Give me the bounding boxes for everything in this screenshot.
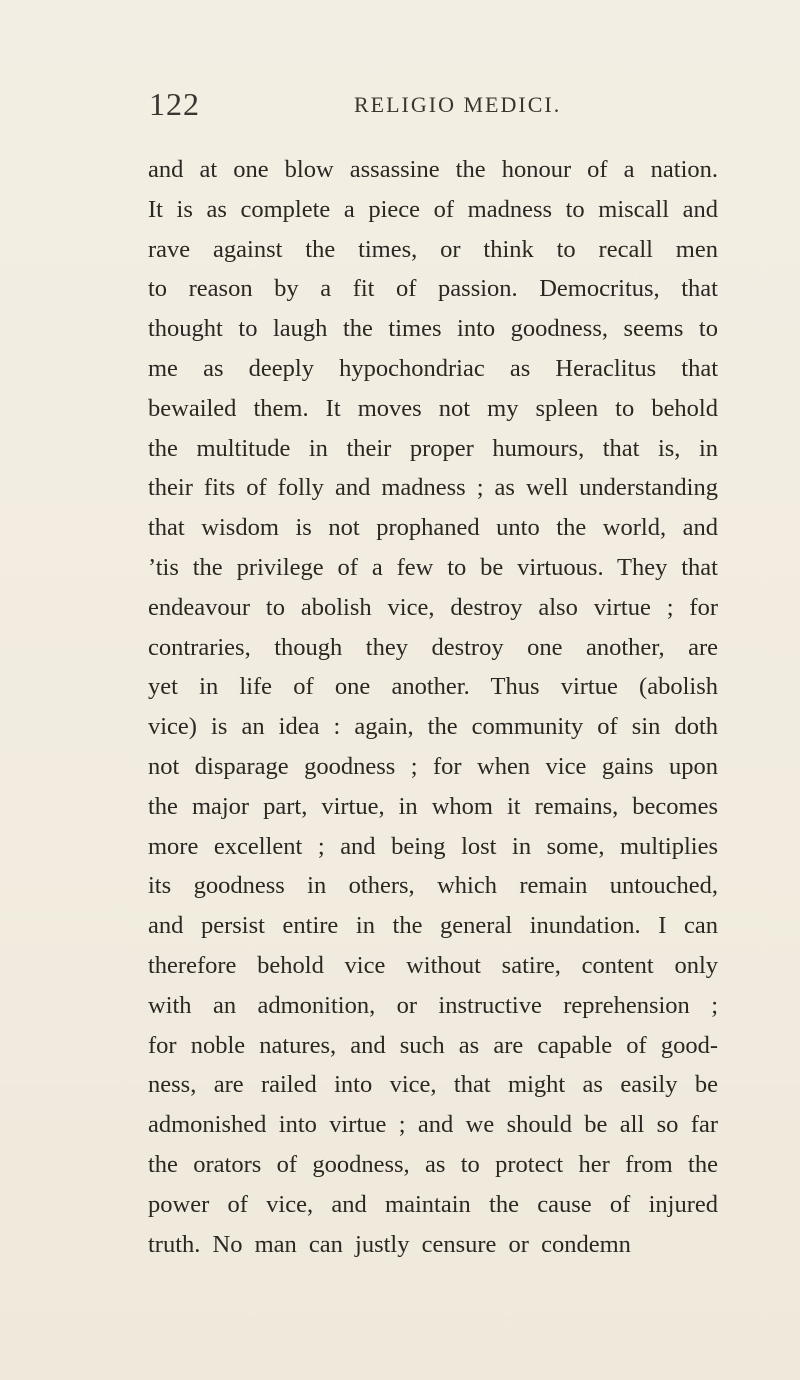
- running-head: [149, 86, 713, 126]
- text-line: It is as complete a piece of madness to miscall and: [148, 195, 718, 223]
- running-title: RELIGIO MEDICI.: [354, 92, 562, 117]
- text-line: to reason by a fit of passion. Democritus, that: [148, 275, 718, 303]
- text-line: rave against the times, or think to recall men: [148, 235, 718, 263]
- text-line: thought to laugh the times into goodness, seems to: [148, 315, 718, 343]
- text-line: more excellent ; and being lost in some, multiplies: [148, 832, 718, 860]
- text-line: therefore behold vice without satire, content only: [148, 951, 718, 979]
- text-line: that wisdom is not prophaned unto the world, and: [148, 514, 718, 542]
- text-line: me as deeply hypochondriac as Heraclitus that: [148, 354, 718, 382]
- text-line: for noble natures, and such as are capable of good-: [148, 1031, 718, 1059]
- text-line: and persist entire in the general inundation. I can: [148, 912, 718, 940]
- text-line: ness, are railed into vice, that might as easily be: [148, 1071, 718, 1099]
- text-line: admonished into virtue ; and we should be all so far: [148, 1111, 718, 1139]
- text-line: ’tis the privilege of a few to be virtuous. They that: [148, 553, 718, 581]
- body-text: [148, 150, 718, 1264]
- text-line: power of vice, and maintain the cause of injured: [148, 1190, 718, 1218]
- text-line: and at one blow assassine the honour of a nation.: [148, 156, 718, 183]
- text-line: endeavour to abolish vice, destroy also virtue ; for: [148, 593, 718, 621]
- text-line: vice) is an idea : again, the community of sin doth: [148, 713, 718, 741]
- page-number: 122: [149, 86, 200, 122]
- text-line: with an admonition, or instructive reprehension ;: [148, 991, 718, 1019]
- text-line: the orators of goodness, as to protect her from the: [148, 1150, 718, 1178]
- text-line: their fits of folly and madness ; as well understanding: [148, 474, 718, 502]
- text-line: not disparage goodness ; for when vice gains upon: [148, 752, 718, 780]
- text-line: bewailed them. It moves not my spleen to behold: [148, 394, 718, 422]
- text-line: contraries, though they destroy one another, are: [148, 633, 718, 661]
- text-line: its goodness in others, which remain untouched,: [148, 872, 718, 900]
- text-line: yet in life of one another. Thus virtue (abolish: [148, 673, 718, 701]
- text-line: truth. No man can justly censure or condemn: [148, 1230, 631, 1258]
- text-line: the major part, virtue, in whom it remains, becomes: [148, 792, 718, 820]
- text-line: the multitude in their proper humours, that is, in: [148, 434, 718, 462]
